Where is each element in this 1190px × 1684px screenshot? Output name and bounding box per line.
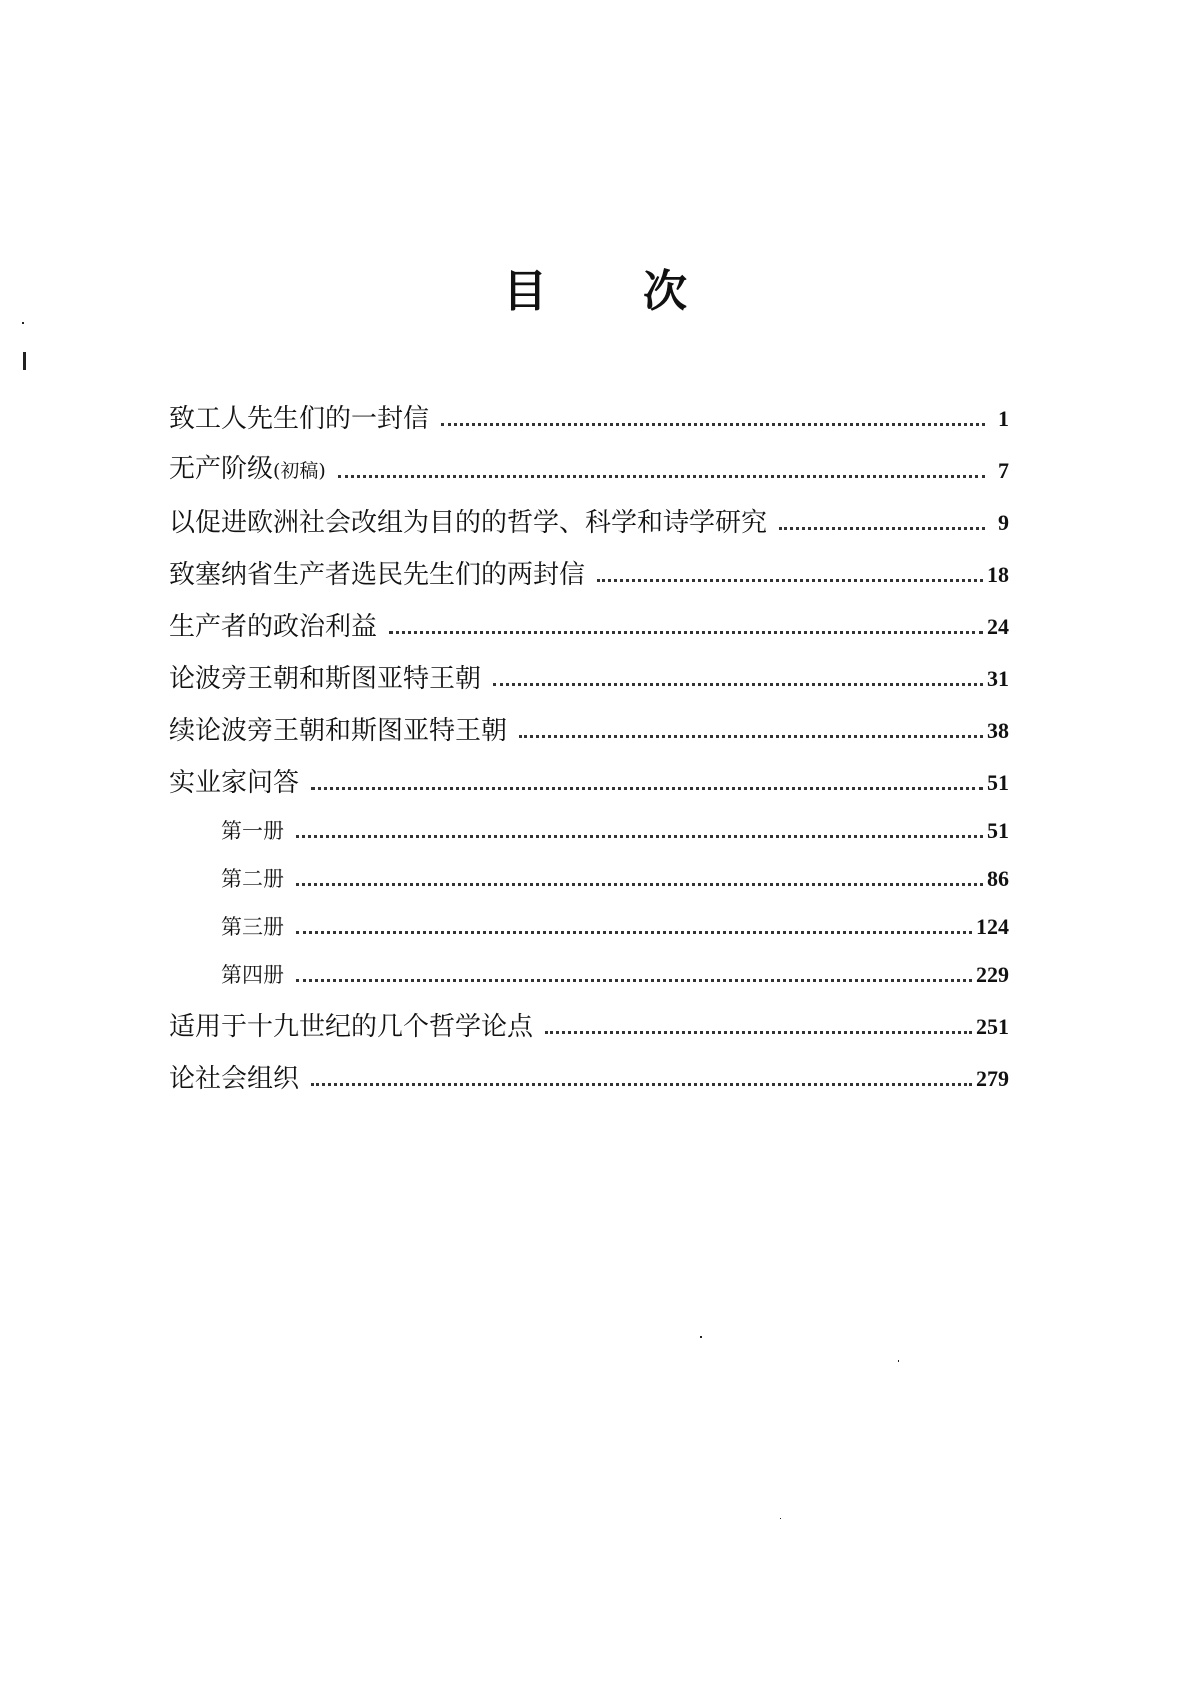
toc-page-number: 9: [998, 510, 1009, 535]
dot-leader: [779, 527, 985, 530]
scan-speck: [898, 1360, 899, 1362]
toc-page-number: 51: [987, 818, 1009, 843]
toc-entry-title: 生产者的政治利益: [169, 612, 383, 642]
toc-entry: [169, 694, 1009, 746]
toc-entry-title: 论波旁王朝和斯图亚特王朝: [169, 664, 487, 694]
dot-leader: [296, 835, 983, 838]
toc-page-number: 18: [987, 562, 1009, 587]
toc-entry: [169, 590, 1009, 642]
toc-subentry: [169, 798, 1009, 846]
dot-leader: [545, 1031, 972, 1034]
toc-subentry-title: 第三册: [221, 912, 290, 942]
toc-entry-title: 致塞纳省生产者选民先生们的两封信: [169, 560, 591, 590]
toc-entry: [169, 990, 1009, 1042]
toc-entry-title: 续论波旁王朝和斯图亚特王朝: [169, 716, 513, 746]
toc-subentry-title: 第二册: [221, 864, 290, 894]
toc-page-number: 124: [976, 914, 1009, 939]
toc-subentry: [169, 894, 1009, 942]
toc-subentry: [169, 942, 1009, 990]
dot-leader: [338, 475, 985, 478]
toc-page-number: 51: [987, 770, 1009, 795]
toc-entry: [169, 434, 1009, 486]
toc-entry: [169, 1042, 1009, 1094]
toc-entry: [169, 382, 1009, 434]
toc-entry-title: 实业家问答: [169, 768, 305, 798]
toc-entry-note: (初稿): [273, 460, 326, 482]
scan-mark: [22, 322, 24, 324]
toc-page-number: 86: [987, 866, 1009, 891]
toc-entry: [169, 746, 1009, 798]
toc-page-number: 279: [976, 1066, 1009, 1091]
toc-entry-title: 适用于十九世纪的几个哲学论点: [169, 1012, 539, 1042]
title-char: 目: [503, 266, 547, 317]
toc-page-number: 229: [976, 962, 1009, 987]
toc-page-number: 38: [987, 718, 1009, 743]
toc-page-number: 31: [987, 666, 1009, 691]
toc-page-number: 1: [998, 406, 1009, 431]
dot-leader: [597, 579, 983, 582]
dot-leader: [296, 931, 972, 934]
table-of-contents: [169, 382, 1009, 1094]
dot-leader: [311, 1083, 972, 1086]
toc-entry: [169, 642, 1009, 694]
toc-entry-title: 无产阶级(初稿): [169, 454, 332, 486]
dot-leader: [493, 683, 983, 686]
dot-leader: [441, 423, 985, 426]
toc-entry-title: 以促进欧洲社会改组为目的的哲学、科学和诗学研究: [169, 508, 773, 538]
dot-leader: [296, 979, 972, 982]
toc-page-number: 7: [998, 458, 1009, 483]
toc-entry: [169, 538, 1009, 590]
title-char: 次: [643, 266, 687, 317]
toc-page-number: 24: [987, 614, 1009, 639]
toc-subentry-title: 第四册: [221, 960, 290, 990]
dot-leader: [519, 735, 983, 738]
scan-speck: [780, 1518, 781, 1519]
toc-subentry-title: 第一册: [221, 816, 290, 846]
scan-mark: [23, 352, 26, 370]
dot-leader: [296, 883, 983, 886]
scan-speck: [700, 1336, 702, 1338]
toc-entry: [169, 486, 1009, 538]
toc-page-number: 251: [976, 1014, 1009, 1039]
toc-entry-title: 致工人先生们的一封信: [169, 404, 435, 434]
toc-subentry: [169, 846, 1009, 894]
toc-entry-title: 论社会组织: [169, 1064, 305, 1094]
page-title: [0, 262, 1190, 322]
dot-leader: [311, 787, 983, 790]
dot-leader: [389, 631, 983, 634]
